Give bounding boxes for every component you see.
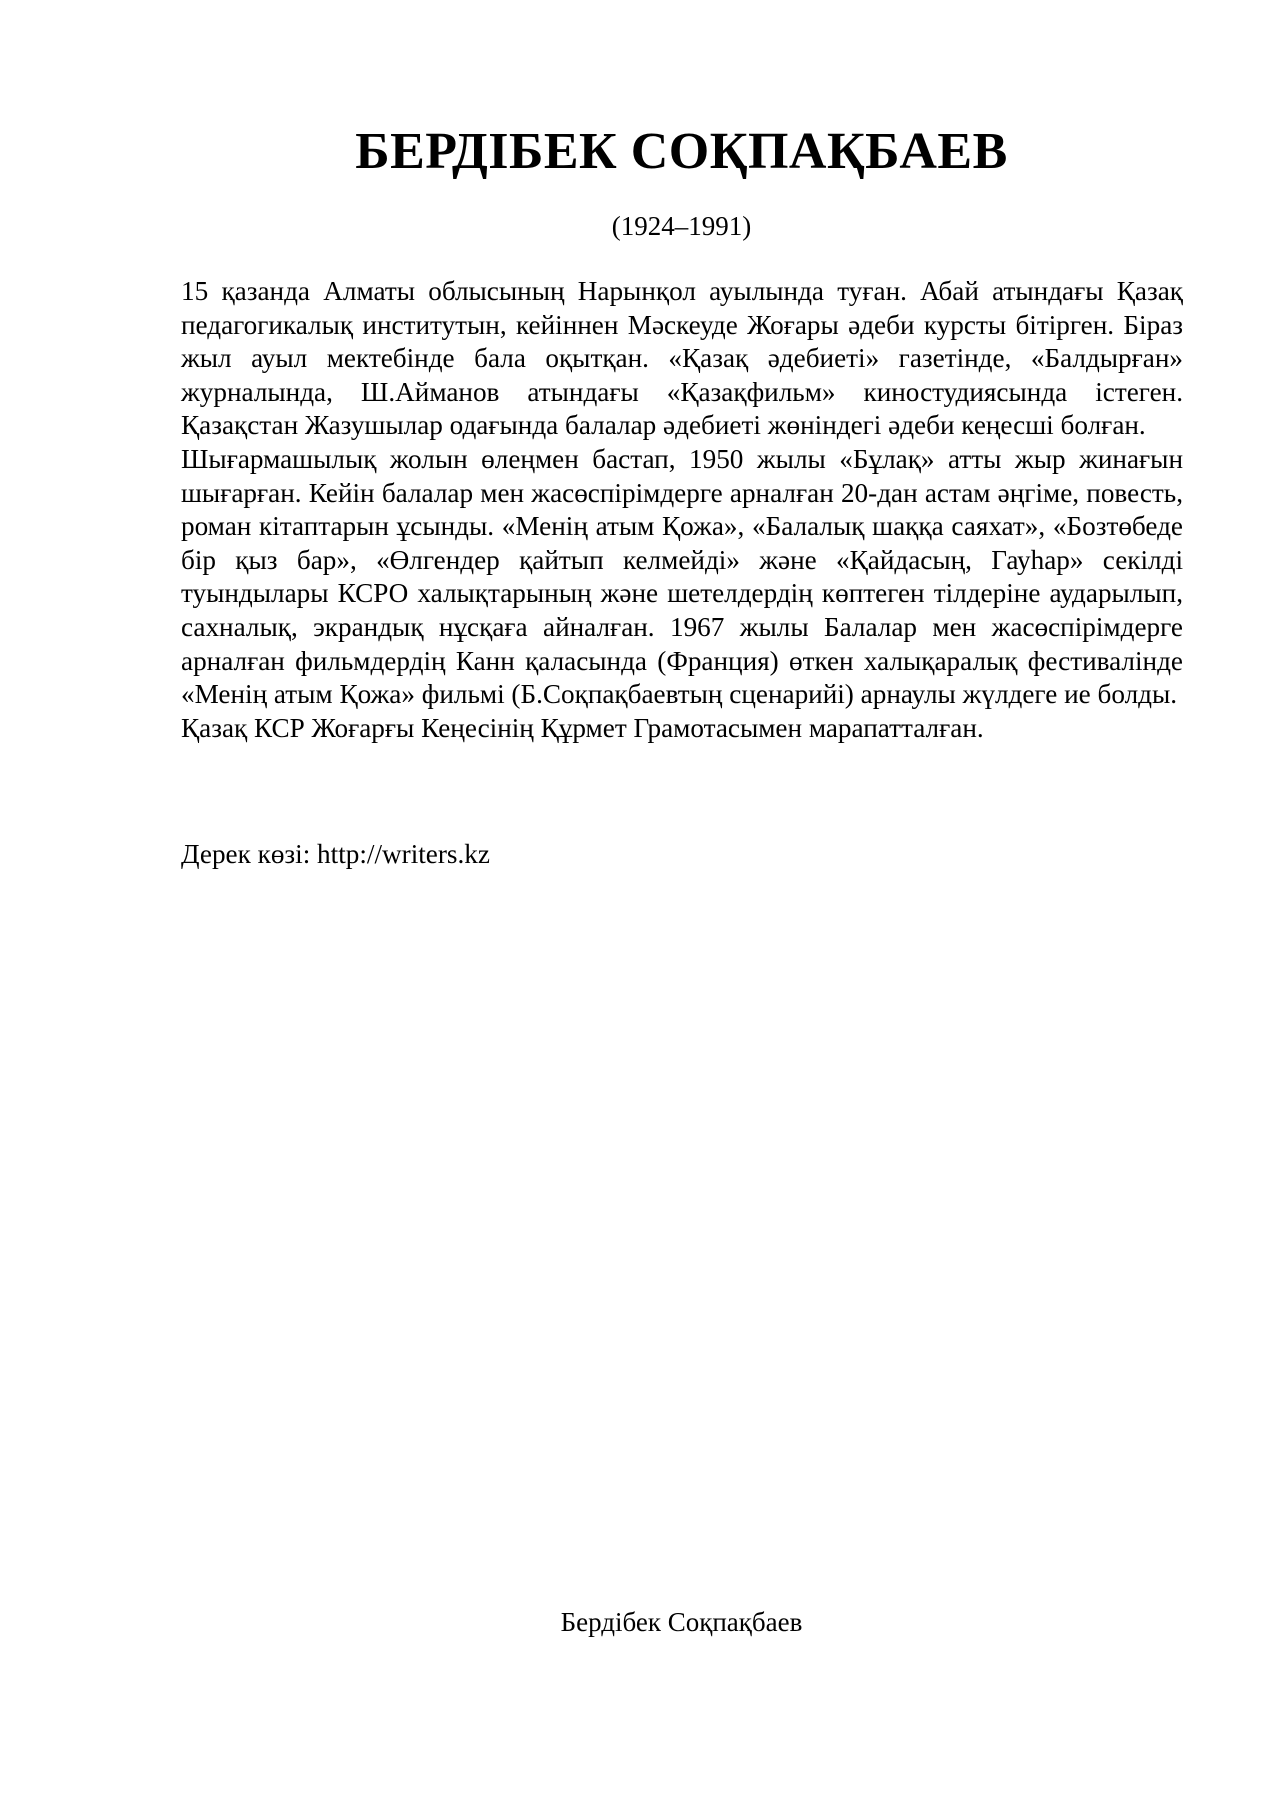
biography-paragraph: Қазақ КСР Жоғарғы Кеңесінің Құрмет Грамотасымен марапатталған. — [181, 712, 984, 743]
biography-paragraph: Шығармашылық жолын өлеңмен бастап, 1950 жылы «Бұлақ» атты жыр жинағын шығарған. Кейін балалар мен жасөспірімдерге арналған 20-дан астам әңгіме, повесть, роман кітаптарын ұсынды. «Менің атым Қожа», «Балалық шаққа саяхат», «Бозтөбеде бір қыз бар», «Өлгендер қайтып келмейді» және «Қайдасың, Гауһар» секілді туындылары КСРО халықтарының және шетелдердің көптеген тілдеріне аударылып, сахналық, экрандық нұсқаға айналған. 1967 жылы Балалар мен жасөспірімдерге арналған фильмдердің Канн қаласында (Франция) өткен халықаралық фестивалінде «Менің атым Қожа» фильмі (Б.Соқпақбаевтың сценарийі) арнаулы жүлдеге ие болды. — [181, 443, 1183, 710]
life-years: (1924–1991) — [611, 211, 752, 241]
source-note: Дерек көзі: http://writers.kz — [181, 839, 490, 869]
biography-paragraph: 15 қазанда Алматы облысының Нарынқол ауылында туған. Абай атындағы Қазақ педагогикалық институтын, кейіннен Мәскеуде Жоғары әдеби курсты бітірген. Біраз жыл ауыл мектебінде бала оқытқан. «Қазақ әдебиеті» газетінде, «Балдырған» журналында, Ш.Айманов атындағы «Қазақфильм» киностудиясында істеген. Қазақстан Жазушылар одағында балалар әдебиеті жөніндегі әдеби кеңесші болған. — [181, 276, 1183, 441]
page-footer: Бердібек Соқпақбаев — [560, 1607, 803, 1637]
biography-body — [181, 275, 1183, 745]
page-title: БЕРДІБЕК СОҚПАҚБАЕВ — [355, 123, 1008, 180]
